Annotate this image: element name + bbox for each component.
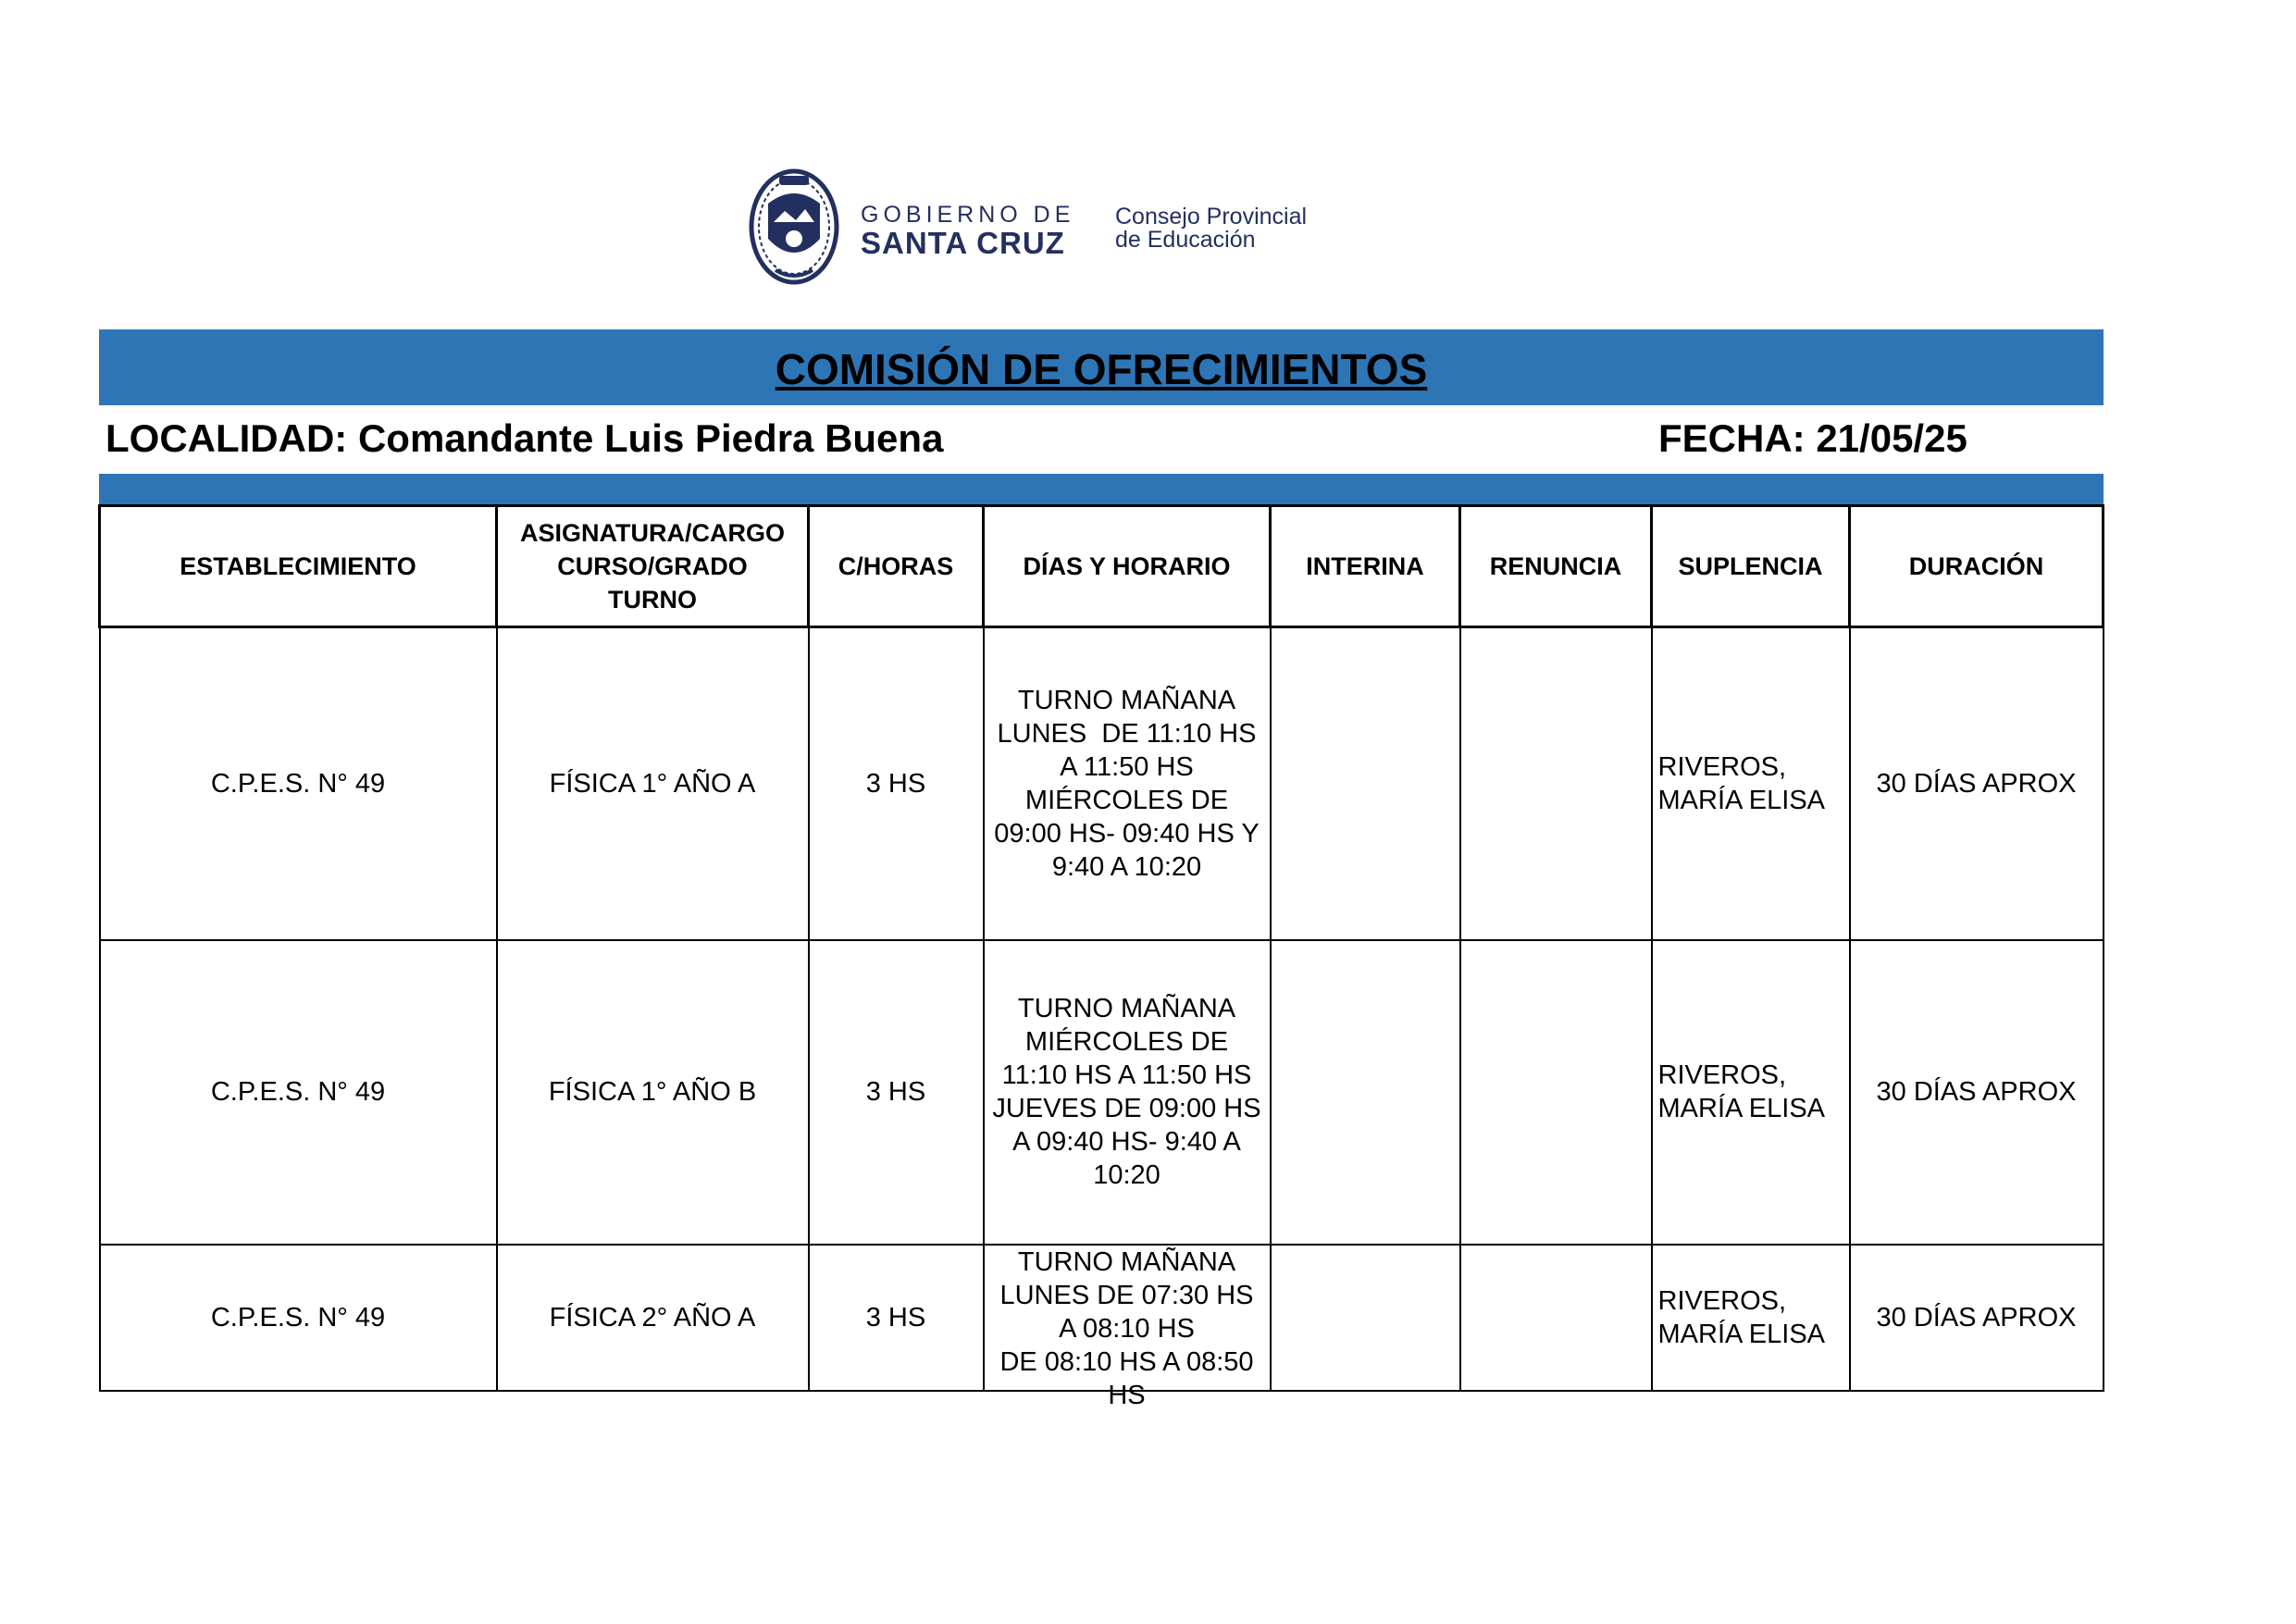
page-title: COMISIÓN DE OFRECIMIENTOS [775, 345, 1428, 393]
cell-asignatura: FÍSICA 2° AÑO A [497, 1245, 809, 1391]
cell-dias [984, 1245, 1271, 1410]
offers-table [98, 504, 2104, 1410]
dias-line: A 08:10 HS [1059, 1313, 1195, 1344]
header-dias: DÍAS Y HORARIO [984, 506, 1271, 627]
dias-line: A 09:40 HS- 9:40 A [1012, 1127, 1241, 1157]
cell-horas: 3 HS [809, 627, 984, 940]
dias-clip [988, 1246, 1266, 1410]
localidad-value: Comandante Luis Piedra Buena [357, 416, 944, 460]
dias-line: TURNO MAÑANA [1017, 685, 1236, 715]
cell-asignatura: FÍSICA 1° AÑO B [497, 940, 809, 1245]
cell-suplencia [1652, 1245, 1850, 1391]
header-logo [748, 167, 1340, 287]
fecha-value: 21/05/25 [1816, 416, 1967, 460]
header-asignatura-l1: ASIGNATURA/CARGO [520, 519, 785, 547]
dias-line: JUEVES DE 09:00 HS [992, 1094, 1261, 1123]
header-renuncia: RENUNCIA [1460, 506, 1652, 627]
table-header-row [100, 506, 2104, 627]
cell-renuncia [1460, 627, 1652, 940]
table-row [100, 1245, 2104, 1391]
header-interina: INTERINA [1271, 506, 1460, 627]
header-suplencia: SUPLENCIA [1652, 506, 1850, 627]
dias-line: TURNO MAÑANA [1017, 1246, 1236, 1277]
dias-line: MIÉRCOLES DE [1024, 785, 1229, 815]
cell-suplencia [1652, 940, 1850, 1245]
fecha [1658, 416, 1967, 461]
fecha-label: FECHA: [1658, 416, 1806, 460]
cell-duracion: 30 DÍAS APROX [1850, 627, 2104, 940]
header-asignatura [497, 506, 809, 627]
suplencia-line: MARÍA ELISA [1657, 1319, 1826, 1349]
sub-bar [99, 474, 2104, 505]
cell-interina [1271, 1245, 1460, 1391]
dias-line: MIÉRCOLES DE [1024, 1027, 1229, 1057]
header-horas: C/HORAS [809, 506, 984, 627]
header-duracion: DURACIÓN [1850, 506, 2104, 627]
suplencia-line: RIVEROS, [1657, 1285, 1787, 1316]
cell-establecimiento: C.P.E.S. N° 49 [100, 940, 497, 1245]
dias-line: 10:20 [1093, 1160, 1160, 1190]
dias-line: A 11:50 HS [1060, 751, 1194, 782]
dias-line: LUNES DE 11:10 HS [997, 718, 1257, 749]
header-asignatura-l2: CURSO/GRADO [557, 552, 748, 580]
council-line-2: de Educación [1115, 227, 1256, 253]
table-row [100, 940, 2104, 1245]
dias-line: 9:40 A 10:20 [1051, 851, 1202, 882]
dias-line: TURNO MAÑANA [1017, 994, 1236, 1023]
dias-line: LUNES DE 07:30 HS [999, 1280, 1254, 1310]
dias-line: HS [1108, 1380, 1146, 1410]
suplencia-line: RIVEROS, [1657, 751, 1787, 782]
cell-duracion: 30 DÍAS APROX [1850, 940, 2104, 1245]
localidad [105, 416, 943, 461]
table-row [100, 627, 2104, 940]
title-bar [99, 329, 2104, 405]
dias-line: 09:00 HS- 09:40 HS Y [994, 818, 1260, 849]
cell-asignatura: FÍSICA 1° AÑO A [497, 627, 809, 940]
cell-establecimiento: C.P.E.S. N° 49 [100, 627, 497, 940]
suplencia-line: MARÍA ELISA [1657, 785, 1826, 815]
suplencia-line: RIVEROS, [1657, 1060, 1787, 1090]
suplencia-line: MARÍA ELISA [1657, 1094, 1826, 1123]
gov-line-1: GOBIERNO DE [861, 202, 1075, 228]
localidad-label: LOCALIDAD: [105, 416, 348, 460]
cell-horas: 3 HS [809, 940, 984, 1245]
cell-horas: 3 HS [809, 1245, 984, 1391]
header-asignatura-l3: TURNO [608, 586, 697, 614]
dias-line: 11:10 HS A 11:50 HS [1001, 1060, 1252, 1090]
cell-renuncia [1460, 1245, 1652, 1391]
dias-line: DE 08:10 HS A 08:50 [999, 1346, 1254, 1377]
cell-suplencia [1652, 627, 1850, 940]
cell-interina [1271, 940, 1460, 1245]
cell-dias [984, 940, 1271, 1245]
header-establecimiento: ESTABLECIMIENTO [100, 506, 497, 627]
provincial-seal-icon [748, 167, 840, 287]
council-line-1: Consejo Provincial [1115, 204, 1308, 229]
cell-establecimiento: C.P.E.S. N° 49 [100, 1245, 497, 1391]
cell-renuncia [1460, 940, 1652, 1245]
cell-dias [984, 627, 1271, 940]
cell-interina [1271, 627, 1460, 940]
cell-duracion: 30 DÍAS APROX [1850, 1245, 2104, 1391]
gov-line-2: SANTA CRUZ [861, 226, 1065, 260]
